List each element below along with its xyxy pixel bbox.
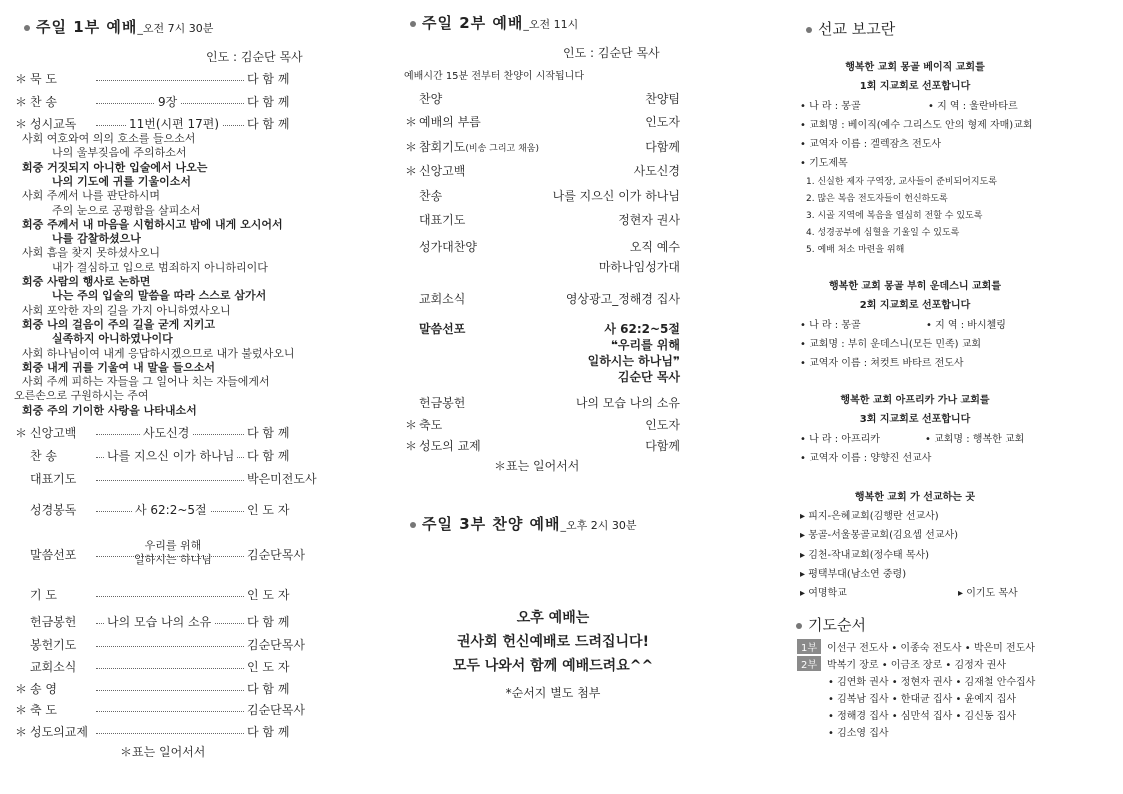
order-item-leader: 김순단목사 [247, 703, 305, 717]
order-item-name: 묵 도 [30, 72, 57, 86]
required-standing-mark: ＊ [15, 682, 28, 696]
prayer-order-names: 박복기 장로 • 이금조 장로 • 김정자 권사 [827, 660, 1006, 671]
order-item-leader: 김순단 목사 [617, 370, 680, 384]
mission2-heading-line1: 행복한 교회 몽골 부히 운데스니 교회를 [829, 281, 1001, 292]
order-item-name: 송 영 [30, 682, 57, 696]
responsive-line: 나를 감찰하셨으나 [52, 232, 141, 246]
order-item-leader: 다 함 께 [247, 426, 290, 440]
order-item-name: 말씀선포 [30, 548, 77, 562]
afternoon-note: *순서지 별도 첨부 [505, 686, 601, 700]
responsive-line: 회중 내게 귀를 기울여 내 말을 들으소서 [22, 360, 215, 374]
bullet-icon [410, 522, 416, 528]
bullet-icon [24, 25, 30, 31]
order-item-leader: 다 함 께 [247, 72, 290, 86]
order-item-name [419, 290, 465, 307]
order-item-name-text: 헌금봉헌 [419, 396, 466, 410]
order-item-name-text: 교회소식 [419, 292, 466, 306]
bullet-icon [796, 623, 802, 629]
order-item-name: 교회소식 [30, 660, 77, 674]
mission-place-item: ▸ 피지-은혜교회(김행란 선교사) [800, 511, 939, 522]
service2-title [410, 12, 578, 33]
service3-name: 주일 3부 찬양 예배 [422, 515, 561, 533]
order-item-name [419, 138, 539, 155]
order-item-detail: 11번(시편 17편) [126, 115, 222, 132]
prayer-order-row [828, 690, 1016, 705]
service1-footer: ＊표는 일어서서 [120, 745, 206, 759]
mission3-pastor: • 교역자 이름 : 양향진 선교사 [800, 453, 932, 464]
order-item-leader: ❝우리를 위해 [610, 338, 680, 352]
order-item-name: 성시교독 [30, 117, 77, 131]
order-item-leader: 나의 모습 나의 소유 [575, 396, 680, 410]
sermon-title-line1: 우리를 위해 [144, 539, 202, 552]
service1-name: 주일 1부 예배 [36, 18, 138, 36]
mission-place-item: ▸ 여명학교 [800, 588, 847, 600]
order-item-name [419, 394, 465, 411]
order-item-leader: 다 함 께 [247, 117, 290, 131]
order-item-leader: 마하나임성가대 [598, 260, 680, 274]
order-item-leader: 다 함 께 [247, 725, 290, 739]
mission-place-item: ▸ 평택부대(남소연 중령) [800, 568, 907, 580]
mission1-prayer-item: 4. 성경공부에 심혈을 기울일 수 있도록 [806, 228, 960, 238]
prayer-order-row [797, 639, 1035, 654]
service2-time: _오전 11시 [523, 18, 579, 31]
mission1-heading-line2: 1회 지교회로 선포합니다 [859, 81, 971, 92]
responsive-line: 나의 기도에 귀를 기울이소서 [52, 174, 191, 188]
service1-leader: 인도 : 김순단 목사 [206, 50, 303, 64]
order-item-leader: 일하시는 하나님❞ [587, 354, 680, 368]
order-item-detail: 사 62:2~5절 [132, 501, 210, 518]
order-item-name-text: 찬양 [419, 92, 443, 106]
order-item-name-text: 참회기도 [419, 140, 466, 154]
order-item-name [419, 113, 481, 130]
order-item-leader: 인 도 자 [247, 588, 290, 602]
order-item-name: 축 도 [30, 703, 57, 717]
mission2-country: • 나 라 : 몽골 [800, 320, 861, 331]
mission3-country: • 나 라 : 아프리카 [800, 434, 880, 445]
mission3-church: • 교회명 : 행복한 교회 [925, 434, 1025, 445]
mission2-detail: • 교회명 : 부히 운데스니(모든 민족) 교회 [800, 339, 982, 350]
dotted-leader [96, 80, 244, 81]
mission1-prayer-item: 5. 예배 처소 마련을 위해 [806, 245, 905, 255]
order-item-leader: 다 함 께 [247, 95, 290, 109]
required-standing-mark: ＊ [15, 725, 28, 739]
bullet-icon [806, 27, 812, 33]
dotted-leader [96, 733, 244, 734]
order-item-name [419, 320, 465, 337]
order-item-leader: 오직 예수 [629, 240, 680, 254]
mission1-heading [800, 58, 1030, 96]
service2-name: 주일 2부 예배 [422, 14, 524, 32]
responsive-line: 나는 주의 입술의 말씀을 따라 스스로 삼가서 [52, 289, 267, 303]
order-item-leader: 사도신경 [633, 164, 680, 178]
service-tag: 2부 [797, 656, 821, 671]
service1-title [24, 16, 213, 37]
required-standing-mark: ＊ [405, 439, 418, 453]
order-item-name [419, 162, 465, 179]
dotted-leader [96, 668, 244, 669]
required-standing-mark: ＊ [405, 115, 418, 129]
order-item-name: 대표기도 [30, 472, 77, 486]
prayer-order-names: • 김소영 집사 [828, 728, 889, 739]
responsive-line: 사회 흠을 찾지 못하셨사오니 [22, 246, 161, 260]
order-item-name: 봉헌기도 [30, 638, 77, 652]
required-standing-mark: ＊ [15, 117, 28, 131]
order-item-name [419, 90, 442, 107]
order-item-name: 기 도 [30, 588, 57, 602]
responsive-line: 사회 주께 피하는 자들을 그 일어나 치는 자들에게서 [22, 375, 270, 389]
mission1-heading-line1: 행복한 교회 몽골 베이직 교회를 [845, 62, 985, 73]
order-item-name [419, 238, 477, 255]
bullet-icon [410, 21, 416, 27]
prayer-order-row [797, 656, 1006, 671]
dotted-leader [96, 480, 244, 481]
order-item-detail: 9장 [155, 93, 180, 110]
responsive-line: 회중 주의 기이한 사랑을 나타내소서 [22, 403, 197, 417]
service2-leader: 인도 : 김순단 목사 [563, 46, 660, 60]
order-item-leader: 사 62:2~5절 [604, 322, 680, 336]
order-item-name-text: 대표기도 [419, 213, 466, 227]
order-item-leader: 나를 지으신 이가 하나님 [552, 189, 680, 203]
mission-place-item: ▸ 김천-작내교회(정수태 목사) [800, 549, 930, 561]
prayer-order-row [828, 673, 1035, 688]
required-standing-mark: ＊ [15, 703, 28, 717]
order-item-name [419, 187, 442, 204]
order-item-name [419, 437, 481, 454]
order-item-detail: 사도신경 [140, 424, 192, 441]
order-item-leader: 인도자 [645, 115, 680, 129]
responsive-line: 회중 주께서 내 마음을 시험하시고 밤에 내게 오시어서 [22, 217, 283, 231]
mission2-detail: • 교역자 이름 : 쳐컷트 바타르 전도사 [800, 358, 964, 369]
mission2-heading-line2: 2회 지교회로 선포합니다 [859, 300, 971, 311]
order-item-name: 신앙고백 [30, 426, 77, 440]
service2-notice: 예배시간 15분 전부터 찬양이 시작됩니다 [404, 71, 584, 82]
order-item-name-text: 신앙고백 [419, 164, 466, 178]
service1-time: _오전 7시 30분 [137, 22, 214, 35]
prayer-order-names: • 김복남 집사 • 한대균 집사 • 윤예지 집사 [828, 694, 1017, 705]
dotted-leader [96, 690, 244, 691]
required-standing-mark: ＊ [15, 95, 28, 109]
required-standing-mark: ＊ [405, 140, 418, 154]
responsive-line: 회중 거짓되지 아니한 입술에서 나오는 [22, 160, 208, 174]
responsive-line: 나의 울부짖음에 주의하소서 [52, 146, 187, 160]
order-item-name [419, 416, 442, 433]
service-tag: 1부 [797, 639, 821, 654]
mission-report-heading: 선교 보고란 [818, 20, 896, 38]
mission1-detail: • 나 라 : 몽골 [800, 101, 861, 112]
mission3-heading-line1: 행복한 교회 아프리카 가나 교회를 [840, 395, 990, 406]
order-item-name: 성경봉독 [30, 503, 77, 517]
required-standing-mark: ＊ [15, 72, 28, 86]
responsive-line: 주의 눈으로 공평함을 살피소서 [52, 203, 201, 217]
order-item-leader: 다함께 [645, 140, 680, 154]
order-item-detail: 나를 지으신 이가 하나님 [104, 447, 237, 464]
mission3-heading [800, 391, 1030, 429]
responsive-line: 회중 사람의 행사로 논하면 [22, 275, 151, 288]
order-item-name [419, 211, 465, 228]
mission1-prayer-item: 2. 많은 복음 전도자들이 헌신하도록 [806, 194, 948, 204]
mission-place-extra: ▸ 이기도 목사 [958, 588, 1018, 599]
service3-title [410, 513, 637, 534]
order-item-name-text: 축도 [419, 418, 443, 432]
responsive-line: 내가 결심하고 입으로 범죄하지 아니하리이다 [52, 260, 268, 274]
mission2-region: • 지 역 : 바시첼링 [926, 320, 1006, 331]
order-item-leader: 다 함 께 [247, 449, 290, 463]
responsive-line: 오른손으로 구원하시는 주여 [14, 389, 149, 403]
mission1-prayer-item: 1. 신실한 제자 구역장, 교사들이 준비되어지도록 [806, 177, 997, 187]
prayer-order-title [796, 614, 866, 635]
dotted-leader [96, 711, 244, 712]
mission2-heading [800, 277, 1030, 315]
sermon-title [118, 539, 228, 567]
responsive-line: 사회 주께서 나를 판단하시며 [22, 189, 161, 203]
order-item-leader: 영상광고_정해경 집사 [565, 292, 680, 306]
order-item-name-text: 예배의 부름 [419, 115, 481, 129]
service2-footer: ＊표는 일어서서 [494, 459, 580, 473]
order-item-name-text: 찬송 [419, 189, 443, 203]
order-item-name-text: 말씀선포 [419, 322, 466, 336]
mission-report-title [806, 18, 895, 39]
order-item-leader: 다 함 께 [247, 682, 290, 696]
mission-place-item: ▸ 몽골-서울몽골교회(김요셉 선교사) [800, 530, 959, 542]
prayer-order-names: • 김연화 권사 • 정현자 권사 • 김재철 안수집사 [828, 677, 1036, 688]
mission3-heading-line2: 3회 지교회로 선포합니다 [859, 414, 971, 425]
responsive-line: 사회 포악한 자의 길을 가지 아니하였사오니 [22, 303, 231, 317]
afternoon-line1: 오후 예배는 [516, 610, 590, 626]
dotted-leader [96, 596, 244, 597]
order-item-name-text: 성도의 교제 [419, 439, 481, 453]
required-standing-mark: ＊ [15, 426, 28, 440]
responsive-line: 실족하지 아니하였나이다 [52, 332, 173, 346]
order-item-leader: 인도자 [645, 418, 680, 432]
order-item-leader: 인 도 자 [247, 660, 290, 674]
order-item-leader: 정현자 권사 [618, 213, 680, 227]
order-item-leader: 다 함 께 [247, 615, 290, 629]
responsive-line: 사회 여호와여 의의 호소를 들으소서 [22, 132, 196, 145]
afternoon-announcement [408, 606, 698, 678]
order-item-leader: 박은미전도사 [247, 472, 317, 486]
required-standing-mark: ＊ [405, 164, 418, 178]
mission1-detail: • 기도제목 [800, 158, 848, 169]
order-item-leader: 다함께 [645, 439, 680, 453]
prayer-order-row [828, 707, 1016, 722]
afternoon-line2: 권사회 헌신예배로 드려집니다! [457, 634, 649, 650]
order-item-leader: 김순단목사 [247, 548, 305, 562]
prayer-order-row [828, 724, 889, 739]
prayer-order-names: • 정해경 집사 • 심만석 집사 • 김신동 집사 [828, 711, 1017, 722]
order-item-name: 헌금봉헌 [30, 615, 77, 629]
required-standing-mark: ＊ [405, 418, 418, 432]
order-item-detail: 나의 모습 나의 소유 [104, 613, 214, 630]
order-item-name-text: 성가대찬양 [419, 240, 477, 254]
service3-time: _오후 2시 30분 [560, 519, 637, 532]
mission1-detail: • 교회명 : 베이직(예수 그리스도 안의 형제 자매)교회 [800, 120, 1033, 131]
afternoon-line3: 모두 나와서 함께 예배드려요^^ [452, 658, 654, 674]
order-item-name: 찬 송 [30, 95, 57, 109]
order-item-note: (비송 그리고 채움) [465, 144, 539, 154]
order-item-leader: 김순단목사 [247, 638, 305, 652]
order-item-leader: 찬양팀 [645, 92, 680, 106]
prayer-order-names: 이선구 전도사 • 이종숙 전도사 • 박은미 전도사 [827, 643, 1035, 654]
mission1-detail: • 교역자 이름 : 겔렉잠츠 전도사 [800, 139, 942, 150]
mission4-heading: 행복한 교회 가 선교하는 곳 [854, 492, 976, 503]
responsive-line: 사회 하나님이여 내게 응답하시겠으므로 내가 불렀사오니 [22, 346, 295, 360]
responsive-line: 회중 나의 걸음이 주의 길을 굳게 지키고 [22, 317, 215, 331]
order-item-leader: 인 도 자 [247, 503, 290, 517]
mission1-region: • 지 역 : 울란바타르 [928, 101, 1018, 112]
prayer-order-heading: 기도순서 [808, 616, 866, 634]
sermon-title-line2: 일하시는 하나님 [134, 553, 212, 566]
order-item-name: 성도의교제 [30, 725, 88, 739]
mission1-prayer-item: 3. 시골 지역에 복음을 열심히 전할 수 있도록 [806, 211, 983, 221]
dotted-leader [96, 646, 244, 647]
order-item-name: 찬 송 [30, 449, 57, 463]
